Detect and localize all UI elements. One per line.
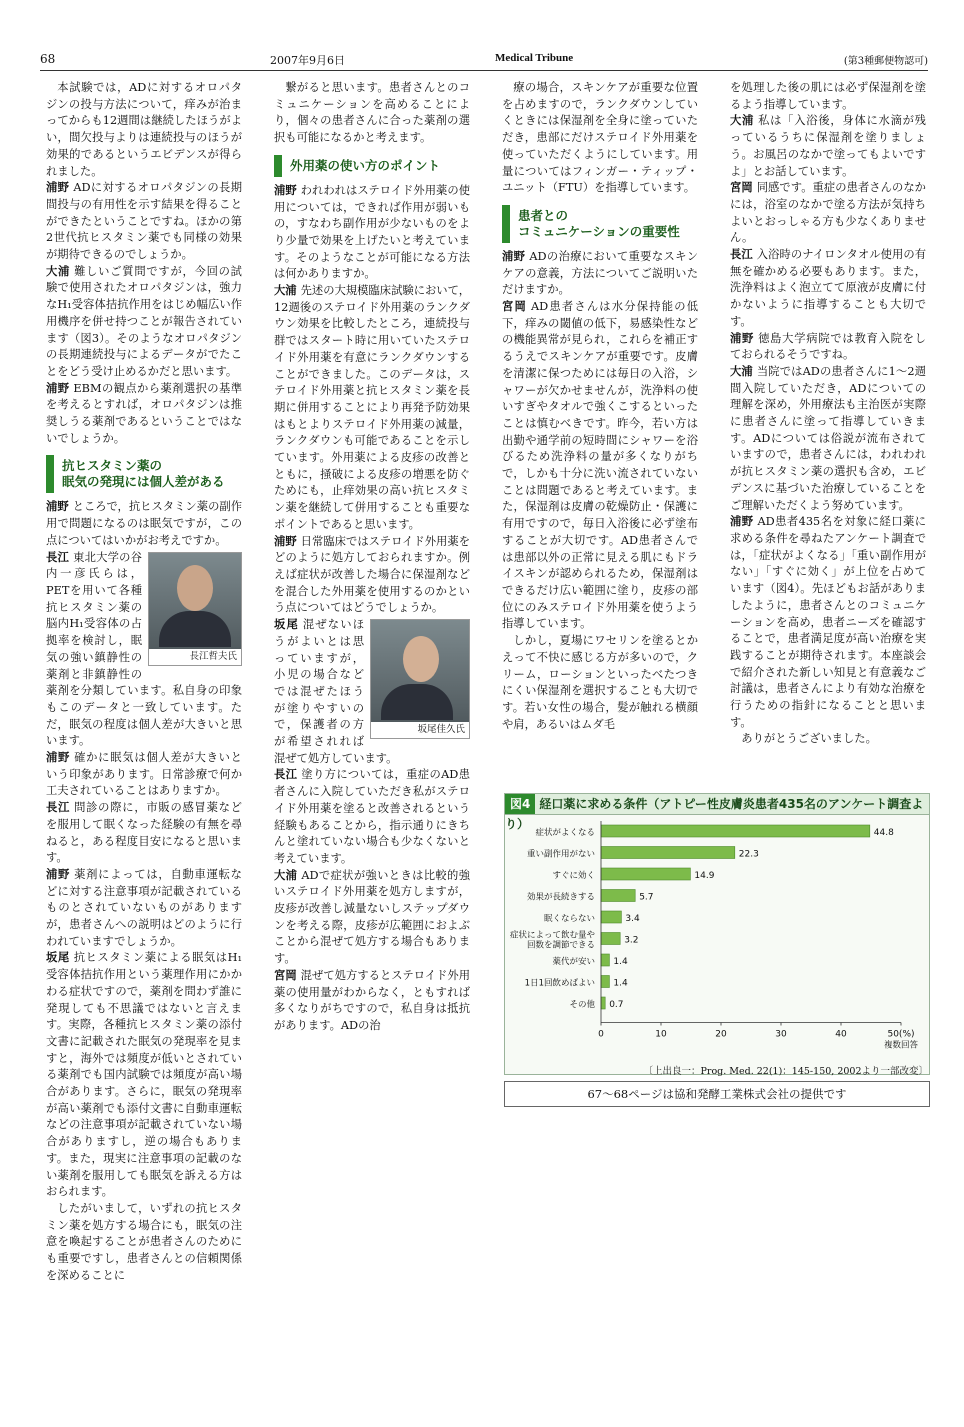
paragraph bbox=[730, 514, 926, 731]
section-heading bbox=[46, 455, 242, 493]
speaker-name: 宮岡 bbox=[730, 181, 753, 195]
data-label: 1.4 bbox=[613, 957, 628, 967]
portrait-suit bbox=[381, 684, 453, 720]
paragraph bbox=[502, 249, 698, 299]
figure-source: 〔上出良一：Prog. Med. 22(1)：145-150, 2002より一部改変〕 bbox=[643, 1066, 928, 1077]
data-label: 3.4 bbox=[625, 914, 640, 924]
portrait-face bbox=[403, 636, 439, 682]
portrait-photo bbox=[148, 552, 242, 666]
speech-text: 抗ヒスタミン薬による眠気はH₁受容体拮抗作用という薬理作用にかかわる症状ですので，薬剤を問わず誰に発現しても不思議ではないと言えます。実際，各種抗ヒスタミン薬の添付文書に記載された眠気の発現率を見ますと，海外では頻度が低いとされている薬剤でも国内試験では頻度が高い場合があります。さらに，眠気の発現率が高い薬剤でも添付文書に自動車運転などの注意事項が記載されていない場合がありますし，逆の場合もあります。また，現実に注意事項の記載のない薬剤を服用しても眠気を訴える方はおられます。 bbox=[46, 951, 242, 1199]
data-label: 22.3 bbox=[738, 849, 759, 860]
bar bbox=[601, 847, 735, 859]
paragraph bbox=[730, 180, 926, 247]
speaker-name: 坂尾 bbox=[274, 618, 299, 632]
bar bbox=[601, 997, 605, 1009]
speaker-name: 浦野 bbox=[46, 500, 69, 514]
category-label: 回数を調節できる bbox=[526, 940, 595, 951]
speech-text: われわれはステロイド外用薬の使用については，できれば作用が弱いもの，すなわち副作用が少ないものをより少量で効果を上げたいと考えています。そのようなことが可能になる方法は何かありますか。 bbox=[274, 183, 470, 281]
speech-text: 塗り方については，重症のAD患者さんに入院していただき私がステロイド外用薬を塗ると改善されるという経験もあることから，指示通りにきちんと塗れていない場合も少なくないと考えています。 bbox=[274, 768, 470, 865]
speaker-name: 浦野 bbox=[46, 181, 70, 195]
portrait-suit bbox=[159, 611, 231, 647]
bar bbox=[601, 825, 870, 837]
speaker-name: 長江 bbox=[730, 248, 753, 262]
speaker-name: 坂尾 bbox=[46, 951, 70, 965]
speaker-name: 浦野 bbox=[730, 515, 754, 529]
bar bbox=[601, 954, 609, 966]
speech-text: 混ぜて処方するとステロイド外用薬の使用量がわからなく，ともすれば多くなりがちですので，私自身は抵抗があります。ADの治 bbox=[274, 968, 470, 1032]
category-label: すぐに効く bbox=[552, 871, 595, 881]
column-4 bbox=[730, 80, 926, 780]
category-label: 眠くならない bbox=[543, 914, 595, 924]
paragraph bbox=[730, 364, 926, 514]
speaker-name: 浦野 bbox=[274, 534, 297, 548]
speech-text: 問診の際に，市販の感冒薬などを服用して眠くなった経験の有無を尋ねると，ある程度目安になると思います。 bbox=[46, 801, 242, 865]
data-label: 44.8 bbox=[873, 828, 894, 838]
data-label: 5.7 bbox=[639, 892, 654, 903]
speaker-name: 浦野 bbox=[274, 183, 297, 197]
speech-text: 先述の大規模臨床試験において，12週後のステロイド外用薬のランクダウン効果を比較したところ，連続投与群ではスタート時に用いていたステロイド外用薬を有意にランクダウンすることができました。このデータは，ステロイド外用薬と抗ヒスタミン薬を長期に併用することにより再発予防効果はもとよりステロイド外用薬の減量，ランクダウンも可能であることを示しています。外用薬による皮疹の改善とともに，掻破による皮疹の増悪を防ぐためにも，止痒効果の高い抗ヒスタミン薬を継続して併用することも重要なポイントであると思います。 bbox=[274, 284, 470, 531]
paragraph bbox=[730, 331, 926, 364]
speaker-name: 大浦 bbox=[274, 284, 297, 298]
paragraph bbox=[46, 800, 242, 867]
portrait-photo bbox=[370, 619, 470, 739]
paragraph bbox=[46, 950, 242, 1201]
speaker-name: 宮岡 bbox=[502, 300, 527, 314]
data-label: 14.9 bbox=[694, 871, 715, 881]
speaker-name: 長江 bbox=[274, 768, 298, 782]
speaker-name: 浦野 bbox=[730, 331, 755, 345]
speaker-name: 宮岡 bbox=[274, 968, 297, 982]
data-label: 0.7 bbox=[609, 1000, 624, 1010]
section-heading-line: 眠気の発現には個人差がある bbox=[62, 474, 225, 490]
speaker-name: 大浦 bbox=[274, 868, 298, 882]
speech-text: ところで，抗ヒスタミン薬の副作用で問題になるのは眠気ですが，この点についてはいかがお考えですか。 bbox=[46, 500, 242, 547]
speech-text: 当院ではADの患者さんに1～2週間入院していただき，ADについての理解を深め，外用療法も主治医が実際に患者さんに塗って指導していきます。ADについては俗説が流布されていますので，患者さんには，われわれが抗ヒスタミン薬の選択も含め，エビデンスに基づいた治療していることをご理解いただくよう努めています。 bbox=[730, 364, 926, 512]
page-header bbox=[40, 50, 928, 71]
column-3 bbox=[502, 80, 698, 780]
column-2 bbox=[274, 80, 470, 1135]
paragraph bbox=[46, 750, 242, 800]
figure-title: 経口薬に求める条件（アトピー性皮膚炎患者435名のアンケート調査より） bbox=[505, 797, 924, 831]
paragraph bbox=[46, 499, 242, 549]
paragraph bbox=[46, 867, 242, 951]
paragraph: 本試験では，ADに対するオロパタジンの投与方法について，痒みが治まってからも12週間は継続したほうがよい，間欠投与よりは連続投与のほうが効果的であるというエビデンスが得られました。 bbox=[46, 81, 242, 178]
category-label: 効果が長続きする bbox=[526, 892, 595, 903]
portrait-face bbox=[177, 565, 213, 611]
speech-text: AD患者さんは水分保持能の低下，痒みの閾値の低下，易感染性などの機能異常が見られ，これらを補正するうえでスキンケアが重要です。皮膚を清潔に保つためには毎日の入浴，シャワーが欠かせませんが，洗浄料の使いすぎやタオルで強くこするといったことは慎むべきです。昨今，若い方は出勤や通学前の短時間にシャワーを浴びるため洗浄料の量が多くなりがちで，しかも十分に洗い流されていないことは問題であると考えています。また，保湿剤は皮膚の乾燥防止・保護に有用ですので，毎日入浴後に必ず塗布することが大切です。AD患者さんでは患部以外の正常に見える肌にもドライスキンが認められるため，保湿剤はできるだけ広い範囲に塗り，皮疹の部位にのみステロイド外用薬を使うよう指導しています。 bbox=[502, 300, 698, 631]
speaker-name: 長江 bbox=[46, 801, 71, 815]
section-heading-line: 患者との bbox=[518, 207, 569, 223]
paragraph: しかし，夏場にワセリンを塗るとかえって不快に感じる方が多いので，クリーム，ローションといったべたつきにくい保湿剤を選択することも大切です。若い女性の場合，髪が触れる横顔や肩，あるいはムダ毛 bbox=[502, 634, 698, 731]
category-label: 症状によって飲む量や bbox=[509, 930, 595, 941]
paragraph bbox=[46, 180, 242, 264]
page-number: 68 bbox=[40, 52, 56, 66]
speech-text: 難しいご質問ですが，今回の試験で使用されたオロパタジンは，強力なH₁受容体拮抗作用をはじめ幅広い作用機序を併せ持つことが報告されています（図3）。そのようなオロパタジンの長期連続投与によるデータがでたことをどう受け止めるかだと思います。 bbox=[46, 264, 242, 378]
speaker-name: 浦野 bbox=[46, 751, 71, 765]
category-label: 薬代が安い bbox=[552, 957, 595, 967]
paragraph bbox=[46, 264, 242, 381]
publication-name: Medical Tribune bbox=[495, 52, 574, 64]
paragraph bbox=[502, 299, 698, 633]
speaker-name: 浦野 bbox=[46, 867, 71, 881]
speaker-name: 大浦 bbox=[46, 264, 71, 278]
paragraph: したがいまして，いずれの抗ヒスタミン薬を処方する場合にも，眠気の注意を喚起することが患者さんのためにも重要ですし，患者さんとの信頼関係を深めることに bbox=[46, 1202, 242, 1282]
bar bbox=[601, 933, 620, 945]
paragraph bbox=[46, 381, 242, 448]
tick-label: 0 bbox=[598, 1029, 604, 1040]
bar bbox=[601, 911, 621, 923]
category-label: 重い副作用がない bbox=[526, 849, 595, 860]
issue-date: 2007年9月6日 bbox=[270, 54, 345, 67]
speech-text: 日常臨床ではステロイド外用薬をどのように処方しておられますか。例えば症状が改善した場合に保湿剤などを混合した外用薬を使用するのかという点についてはどうでしょうか。 bbox=[274, 534, 470, 615]
speaker-name: 大浦 bbox=[730, 114, 755, 128]
data-label: 1.4 bbox=[613, 978, 628, 989]
paragraph bbox=[274, 183, 470, 283]
bar bbox=[601, 976, 609, 988]
speech-text: 東北大学の谷内一彦氏らは，PETを用いて各種抗ヒスタミン薬の脳内H₁受容体の占拠率を検討し，眠気の強い鎮静性の薬剤と非鎮静性の薬剤を分類しています。私自身の印象もこのデータと一致しています。ただ，眠気の程度は個人差が大きいと思います。 bbox=[46, 550, 242, 748]
speech-text: 入浴時のナイロンタオル使用の有無を確かめる必要もあります。また，洗浄料はよく泡立てて原液が皮膚に付かないように指導することも大切です。 bbox=[730, 248, 926, 328]
figure-number: 図4 bbox=[505, 794, 535, 814]
speaker-name: 長江 bbox=[46, 550, 70, 564]
paragraph: を処理した後の肌には必ず保湿剤を塗るよう指導しています。 bbox=[730, 81, 926, 111]
tick-label: 40 bbox=[835, 1029, 847, 1040]
bar-chart bbox=[505, 815, 929, 1073]
figure-header bbox=[505, 794, 929, 831]
paragraph bbox=[274, 534, 470, 618]
bar bbox=[601, 868, 690, 880]
paragraph bbox=[730, 113, 926, 180]
figure-4 bbox=[504, 793, 930, 1075]
category-label: 1日1回飲めばよい bbox=[524, 978, 595, 989]
column-1 bbox=[46, 80, 242, 1410]
paragraph: ありがとうございました。 bbox=[741, 732, 877, 746]
speech-text: ADで症状が強いときは比較的強いステロイド外用薬を処方しますが，皮疹が改善し減量ないしステップダウンを考える際，皮疹が広範囲におよぶことから混ぜて処方する場合もあります。 bbox=[274, 868, 470, 966]
paragraph: 繋がると思います。患者さんとのコミュニケーションを高めることにより，個々の患者さんに合った薬剤の選択も可能になるかと考えます。 bbox=[274, 81, 470, 145]
bar bbox=[601, 890, 635, 902]
speech-text: 私は「入浴後，身体に水滴が残っているうちに保湿剤を塗りましょう。お風呂のなかで塗ってもよいですよ」とお話しています。 bbox=[730, 114, 926, 178]
paragraph: 療の場合，スキンケアが重要な位置を占めますので，ランクダウンしていくときには保湿剤を全身に塗っていただき，患部にだけステロイド外用薬を使っていただくようにしています。用量についてはフィンガー・ティップ・ユニット（FTU）を指導しています。 bbox=[502, 81, 698, 195]
speech-text: EBMの観点から薬剤選択の基準を考えるとすれば，オロパタジンは推奨しうる薬剤であるということではないでしょうか。 bbox=[46, 381, 242, 445]
tick-label: 50(%) bbox=[887, 1029, 915, 1040]
category-label: 症状がよくなる bbox=[535, 828, 595, 838]
paragraph bbox=[274, 868, 470, 968]
speaker-name: 浦野 bbox=[502, 249, 526, 263]
speech-text: ADに対するオロパタジンの長期間投与の有用性を示す結果を得ることができたということですね。ほかの第2世代抗ヒスタミン薬でも同様の効果が期待できるのでしょうか。 bbox=[46, 181, 242, 262]
section-heading-line: コミュニケーションの重要性 bbox=[518, 223, 680, 239]
speech-text: 混ぜないほうがよいとは思っていますが，小児の場合などでは混ぜたほうが塗りやすいので，保護者の方が希望されれば混ぜて処方しています。 bbox=[274, 618, 398, 765]
photo-caption: 長江哲夫氏 bbox=[149, 649, 241, 665]
speech-text: AD患者435名を対象に経口薬に求める条件を尋ねたアンケート調査では，「症状がよくなる」「重い副作用がない」「すぐに効く」が上位を占めています（図4）。先ほどもお話がありましたように，患者さんとのコミュニケーションを高め，患者ニーズを確認することで，患者満足度が高い治療を実践することが期待されます。本座談会で紹介された新しい知見と有意義なご討議は，患者さんにより有効な治療を行うための指針になることと思います。 bbox=[730, 515, 926, 729]
paragraph bbox=[730, 247, 926, 331]
postal-registration: (第3種郵便物認可) bbox=[843, 56, 928, 67]
speech-text: ADの治療において重要なスキンケアの意義，方法についてご説明いただけますか。 bbox=[502, 249, 698, 297]
paragraph bbox=[274, 283, 470, 534]
axis-note: 複数回答 bbox=[883, 1040, 919, 1051]
speech-text: 同感です。重症の患者さんのなかには，浴室のなかで塗る方法が気持ちよいとおっしゃる方も少なくありません。 bbox=[730, 181, 926, 245]
speech-text: 確かに眠気は個人差が大きいという印象があります。日常診療で何か工夫されていることはありますか。 bbox=[46, 751, 242, 798]
section-heading: 外用薬の使い方のポイント bbox=[274, 155, 470, 177]
tick-label: 30 bbox=[775, 1029, 787, 1040]
speaker-name: 浦野 bbox=[46, 381, 70, 395]
section-heading-line: 抗ヒスタミン薬の bbox=[62, 458, 163, 474]
paragraph bbox=[274, 968, 470, 1035]
category-label: その他 bbox=[569, 1000, 595, 1010]
data-label: 3.2 bbox=[624, 935, 639, 946]
speech-text: 薬剤によっては，自動車運転などに対する注意事項が記載されているものとされていないものがありますが，患者さんへの説明はどのように行われていますでしょうか。 bbox=[46, 867, 242, 948]
sponsor-credit: 67～68ページは協和発酵工業株式会社の提供です bbox=[504, 1081, 930, 1107]
speaker-name: 大浦 bbox=[730, 364, 753, 378]
tick-label: 10 bbox=[655, 1029, 667, 1040]
paragraph bbox=[274, 767, 470, 867]
tick-label: 20 bbox=[715, 1029, 727, 1040]
speech-text: 徳島大学病院では教育入院をしておられるそうですね。 bbox=[730, 331, 926, 362]
photo-caption: 坂尾佳久氏 bbox=[371, 722, 469, 738]
section-heading bbox=[502, 205, 698, 243]
